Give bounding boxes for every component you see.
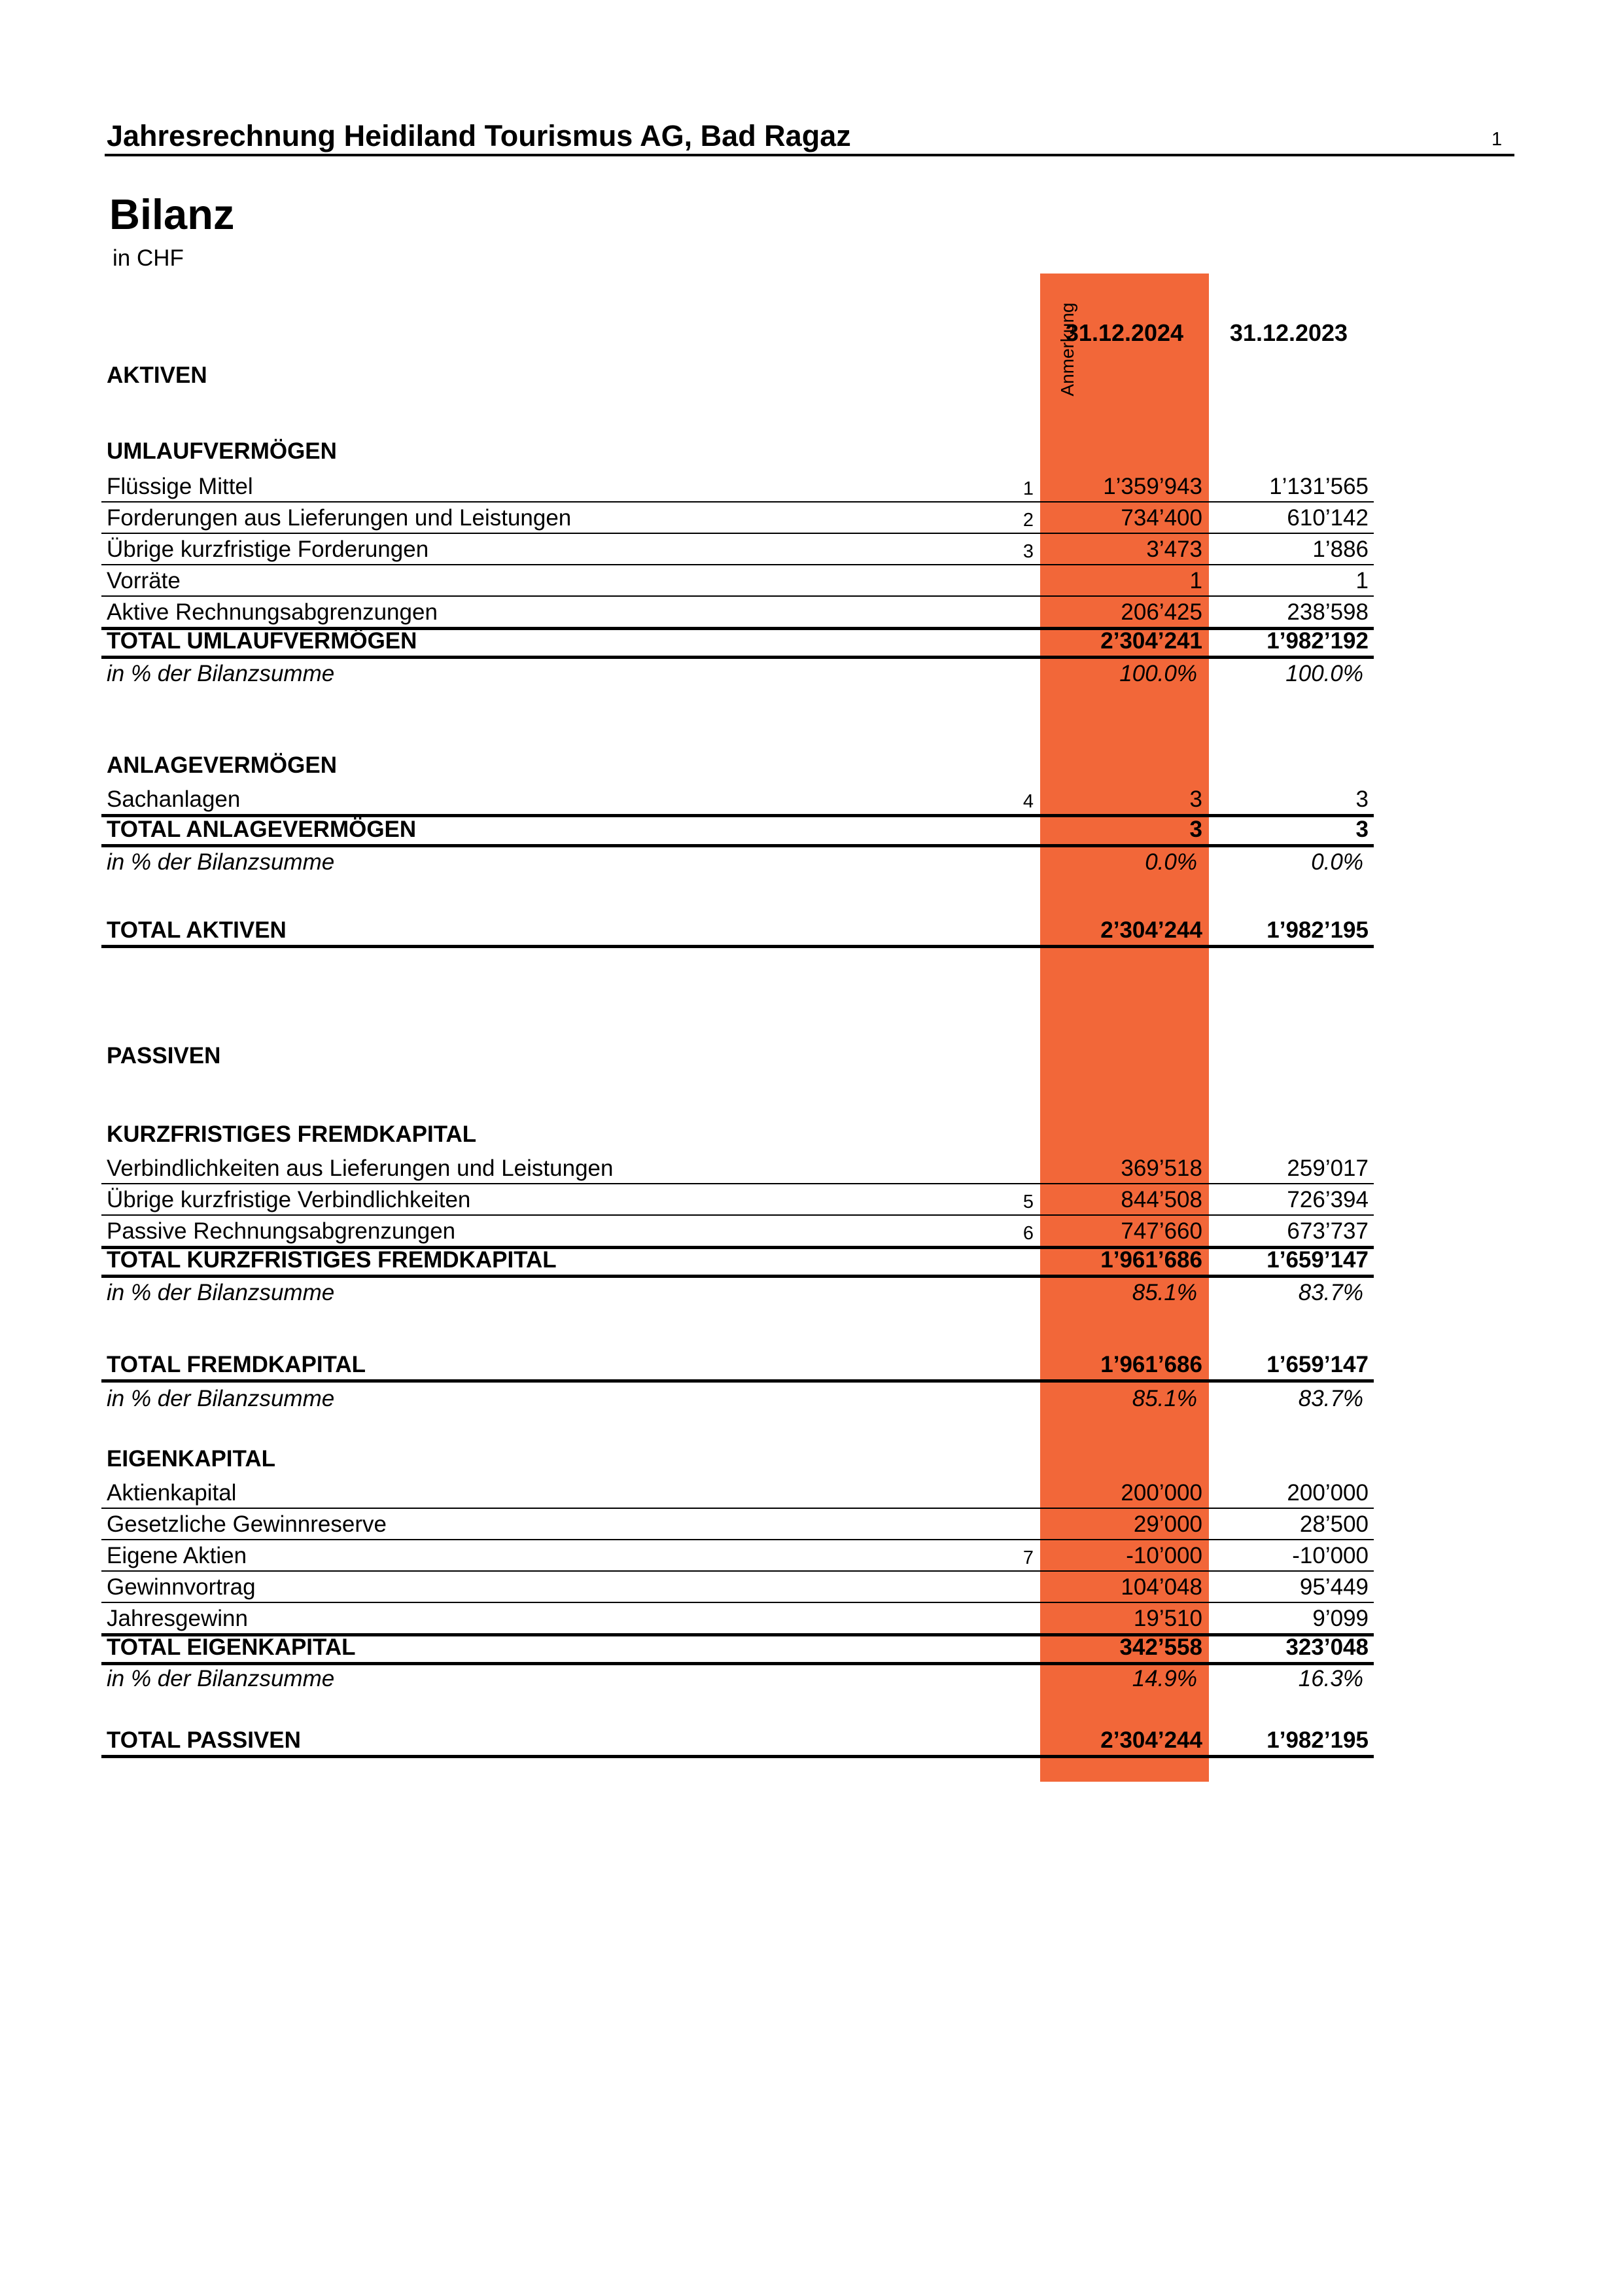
row-value-2023: 610’142 xyxy=(1287,505,1369,531)
row-label: KURZFRISTIGES FREMDKAPITAL xyxy=(107,1122,477,1147)
row-value-2024: 1 xyxy=(1189,568,1202,593)
table-row xyxy=(0,847,1623,877)
table-row xyxy=(101,1349,1374,1383)
row-note-ref: 4 xyxy=(1022,791,1034,812)
row-label: Jahresgewinn xyxy=(107,1606,248,1631)
table-row xyxy=(101,1572,1374,1603)
table-row xyxy=(0,1277,1623,1307)
row-value-2023: 1 xyxy=(1355,568,1369,593)
row-value-2024: 104’048 xyxy=(1121,1574,1202,1600)
row-value-2024: 342’558 xyxy=(1119,1634,1202,1660)
table-row xyxy=(0,1119,1623,1149)
row-label: UMLAUFVERMÖGEN xyxy=(107,438,337,464)
row-note-ref: 6 xyxy=(1022,1223,1034,1244)
row-label: Aktienkapital xyxy=(107,1480,237,1506)
row-value-2023: 259’017 xyxy=(1287,1156,1369,1181)
row-value-2024: 85.1% xyxy=(1132,1280,1197,1305)
table-row xyxy=(101,915,1374,948)
document-title: Jahresrechnung Heidiland Tourismus AG, Bad Ragaz xyxy=(107,119,851,152)
row-value-2024: 747’660 xyxy=(1121,1218,1202,1244)
row-value-2023: 1’659’147 xyxy=(1266,1247,1369,1273)
row-value-2024: 734’400 xyxy=(1121,505,1202,531)
row-note-ref: 1 xyxy=(1022,478,1034,499)
row-value-2024: 3 xyxy=(1189,786,1202,812)
row-label: in % der Bilanzsumme xyxy=(107,849,335,875)
table-row xyxy=(101,1245,1374,1278)
row-label: AKTIVEN xyxy=(107,362,207,388)
section-title: Bilanz xyxy=(109,190,235,238)
row-note-ref: 7 xyxy=(1022,1547,1034,1568)
row-value-2024: 29’000 xyxy=(1133,1511,1202,1537)
row-value-2024: 2’304’244 xyxy=(1100,1727,1202,1753)
row-label: PASSIVEN xyxy=(107,1043,221,1069)
row-value-2024: 2’304’241 xyxy=(1100,628,1202,654)
row-value-2023: 28’500 xyxy=(1299,1511,1369,1537)
row-value-2023: 200’000 xyxy=(1287,1480,1369,1506)
row-value-2024: 85.1% xyxy=(1132,1386,1197,1411)
table-row xyxy=(101,471,1374,503)
row-label: TOTAL FREMDKAPITAL xyxy=(107,1352,366,1377)
column-header-2024: 31.12.2024 xyxy=(1065,319,1184,346)
table-row xyxy=(0,1443,1623,1474)
page-number: 1 xyxy=(1492,129,1503,150)
table-row xyxy=(101,534,1374,565)
table-row xyxy=(101,1477,1374,1509)
row-label: TOTAL EIGENKAPITAL xyxy=(107,1634,356,1660)
row-label: TOTAL KURZFRISTIGES FREMDKAPITAL xyxy=(107,1247,557,1273)
table-row xyxy=(101,1184,1374,1216)
row-label: in % der Bilanzsumme xyxy=(107,661,335,686)
row-note-ref: 3 xyxy=(1022,541,1034,562)
table-row xyxy=(101,1540,1374,1572)
row-value-2023: 1’886 xyxy=(1312,537,1369,562)
row-value-2024: 100.0% xyxy=(1119,661,1197,686)
table-row xyxy=(101,503,1374,534)
row-value-2023: 1’982’192 xyxy=(1266,628,1369,654)
row-value-2023: 100.0% xyxy=(1285,661,1363,686)
row-label: Übrige kurzfristige Forderungen xyxy=(107,537,429,562)
row-value-2023: 238’598 xyxy=(1287,599,1369,625)
table-row xyxy=(0,1040,1623,1070)
row-value-2023: 1’982’195 xyxy=(1266,1727,1369,1753)
table-row xyxy=(0,1663,1623,1693)
row-value-2023: 95’449 xyxy=(1299,1574,1369,1600)
table-row xyxy=(101,814,1374,847)
row-value-2023: 323’048 xyxy=(1285,1634,1369,1660)
table-row xyxy=(101,1153,1374,1184)
row-value-2023: 3 xyxy=(1355,817,1369,842)
currency-unit-label: in CHF xyxy=(113,245,184,271)
row-value-2023: 1’982’195 xyxy=(1266,917,1369,943)
row-label: in % der Bilanzsumme xyxy=(107,1386,335,1411)
row-label: Verbindlichkeiten aus Lieferungen und Leistungen xyxy=(107,1156,614,1181)
row-value-2024: 206’425 xyxy=(1121,599,1202,625)
row-value-2023: 1’131’565 xyxy=(1269,474,1369,499)
row-label: TOTAL AKTIVEN xyxy=(107,917,287,943)
header-rule xyxy=(105,154,1514,156)
row-label: Gewinnvortrag xyxy=(107,1574,256,1600)
note-column-header: Anmerkung xyxy=(1057,302,1077,397)
row-value-2023: 9’099 xyxy=(1312,1606,1369,1631)
row-label: Gesetzliche Gewinnreserve xyxy=(107,1511,387,1537)
table-row xyxy=(0,750,1623,780)
table-row xyxy=(101,1632,1374,1665)
row-value-2023: 16.3% xyxy=(1298,1666,1363,1691)
row-label: Aktive Rechnungsabgrenzungen xyxy=(107,599,438,625)
row-label: in % der Bilanzsumme xyxy=(107,1280,335,1305)
table-row xyxy=(101,626,1374,659)
row-value-2024: 369’518 xyxy=(1121,1156,1202,1181)
row-value-2023: 3 xyxy=(1355,786,1369,812)
row-value-2023: 673’737 xyxy=(1287,1218,1369,1244)
row-label: Passive Rechnungsabgrenzungen xyxy=(107,1218,456,1244)
row-note-ref: 2 xyxy=(1022,510,1034,531)
row-value-2024: 3 xyxy=(1189,817,1202,842)
row-value-2023: 726’394 xyxy=(1287,1187,1369,1212)
table-row xyxy=(101,1509,1374,1540)
row-value-2024: 200’000 xyxy=(1121,1480,1202,1506)
row-label: Sachanlagen xyxy=(107,786,241,812)
table-row xyxy=(101,565,1374,597)
row-value-2024: 1’961’686 xyxy=(1100,1352,1202,1377)
row-value-2024: 19’510 xyxy=(1133,1606,1202,1631)
row-value-2023: -10’000 xyxy=(1292,1543,1369,1568)
row-value-2024: 844’508 xyxy=(1121,1187,1202,1212)
table-row xyxy=(0,360,1623,390)
row-value-2024: 2’304’244 xyxy=(1100,917,1202,943)
row-value-2024: 3’473 xyxy=(1146,537,1202,562)
row-label: TOTAL UMLAUFVERMÖGEN xyxy=(107,628,417,654)
table-row xyxy=(101,1725,1374,1758)
row-label: Vorräte xyxy=(107,568,181,593)
row-value-2024: 1’961’686 xyxy=(1100,1247,1202,1273)
row-value-2023: 83.7% xyxy=(1298,1280,1363,1305)
row-value-2023: 0.0% xyxy=(1311,849,1363,875)
table-row xyxy=(0,658,1623,688)
row-value-2023: 1’659’147 xyxy=(1266,1352,1369,1377)
row-label: TOTAL PASSIVEN xyxy=(107,1727,301,1753)
table-row xyxy=(0,436,1623,466)
row-label: EIGENKAPITAL xyxy=(107,1446,275,1472)
row-value-2024: 1’359’943 xyxy=(1103,474,1202,499)
row-label: Übrige kurzfristige Verbindlichkeiten xyxy=(107,1187,471,1212)
row-note-ref: 5 xyxy=(1022,1192,1034,1212)
row-label: TOTAL ANLAGEVERMÖGEN xyxy=(107,817,417,842)
row-label: Eigene Aktien xyxy=(107,1543,247,1568)
table-row xyxy=(101,784,1374,817)
row-label: ANLAGEVERMÖGEN xyxy=(107,752,337,778)
row-label: in % der Bilanzsumme xyxy=(107,1666,335,1691)
row-value-2023: 83.7% xyxy=(1298,1386,1363,1411)
row-value-2024: -10’000 xyxy=(1126,1543,1202,1568)
row-value-2024: 0.0% xyxy=(1145,849,1197,875)
row-value-2024: 14.9% xyxy=(1132,1666,1197,1691)
row-label: Flüssige Mittel xyxy=(107,474,253,499)
row-label: Forderungen aus Lieferungen und Leistungen xyxy=(107,505,572,531)
table-row xyxy=(0,1383,1623,1413)
column-header-2023: 31.12.2023 xyxy=(1229,319,1348,346)
